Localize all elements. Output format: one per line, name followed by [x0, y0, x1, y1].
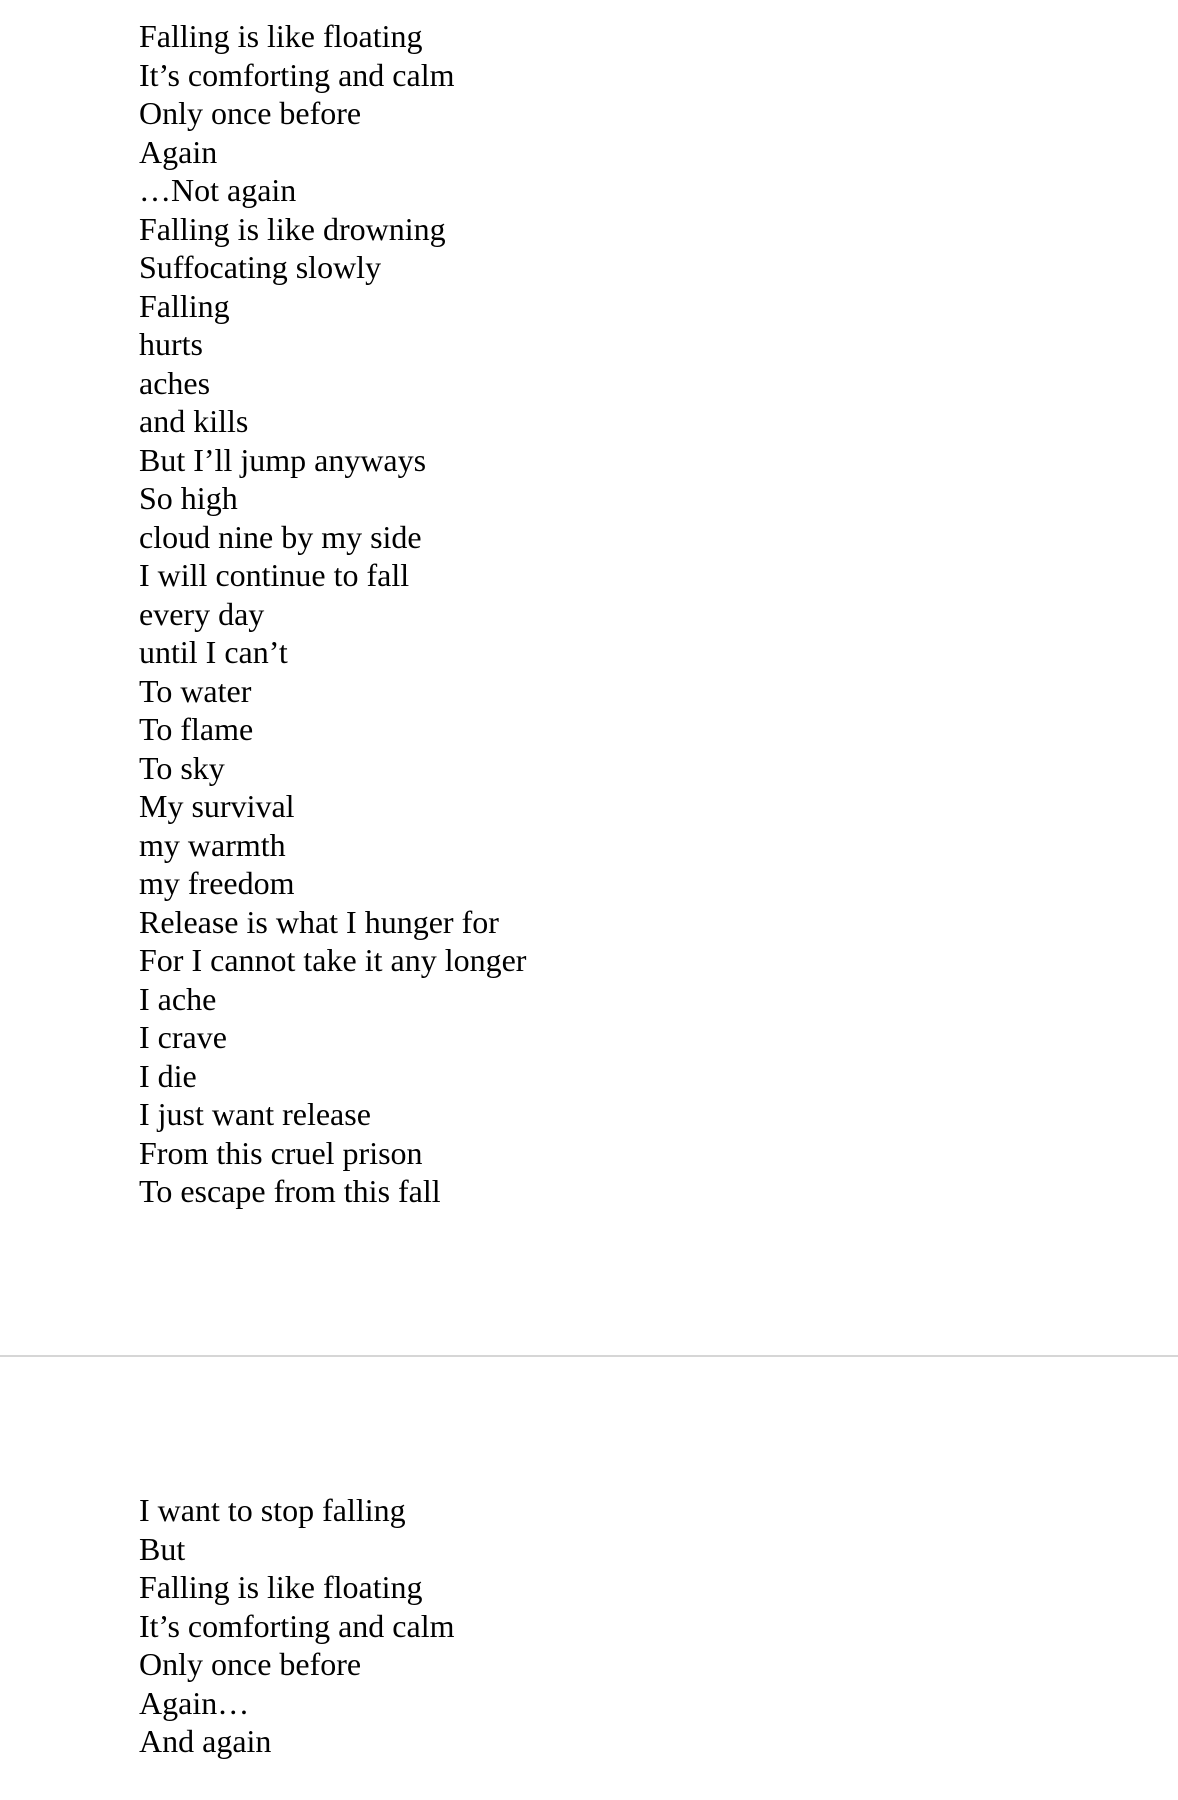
poem-line: But I’ll jump anyways — [139, 441, 427, 478]
poem-line: To flame — [139, 711, 254, 747]
poem-line: But — [139, 1530, 186, 1567]
poem-line: Only once before — [139, 1646, 362, 1682]
poem-line: So high — [139, 480, 238, 516]
poem-line: and kills — [139, 403, 249, 439]
poem-line: aches — [139, 364, 211, 401]
poem-line: my warmth — [139, 826, 286, 863]
poem-line: Again — [139, 133, 218, 170]
poem-line: cloud nine by my side — [139, 518, 422, 555]
poem-line: I want to stop falling — [139, 1492, 406, 1528]
poem-line: Falling is like floating — [139, 1569, 423, 1605]
poem-line: my freedom — [139, 865, 295, 901]
poem-line: It’s comforting and calm — [139, 1607, 455, 1644]
poem-line: For I cannot take it any longer — [139, 942, 527, 978]
poem-line: Suffocating slowly — [139, 249, 382, 285]
poem-line: I will continue to fall — [139, 557, 410, 593]
poem-line: To escape from this fall — [139, 1173, 441, 1209]
poem-line: Only once before — [139, 95, 362, 131]
poem-line: Falling is like floating — [139, 18, 423, 54]
poem-line: From this cruel prison — [139, 1134, 423, 1171]
document-page-2 — [0, 1358, 1178, 1800]
poem-text-page-2 — [139, 1491, 454, 1761]
poem-line: every day — [139, 595, 265, 632]
poem-line: Falling is like drowning — [139, 210, 446, 247]
page-break-divider — [0, 1355, 1178, 1357]
poem-line: …Not again — [139, 172, 297, 208]
poem-line: until I can’t — [139, 634, 288, 670]
poem-line: To water — [139, 672, 252, 709]
poem-line: And again — [139, 1723, 272, 1759]
poem-line: I crave — [139, 1019, 227, 1055]
poem-line: Falling — [139, 287, 230, 324]
poem-line: I die — [139, 1057, 197, 1094]
poem-line: hurts — [139, 326, 203, 362]
poem-line: I ache — [139, 980, 217, 1017]
poem-line: I just want release — [139, 1096, 371, 1132]
poem-line: Again… — [139, 1684, 250, 1721]
poem-line: To sky — [139, 749, 225, 786]
poem-text-page-1 — [139, 17, 526, 1211]
poem-line: Release is what I hunger for — [139, 903, 499, 940]
poem-line: My survival — [139, 788, 295, 824]
poem-line: It’s comforting and calm — [139, 56, 455, 93]
